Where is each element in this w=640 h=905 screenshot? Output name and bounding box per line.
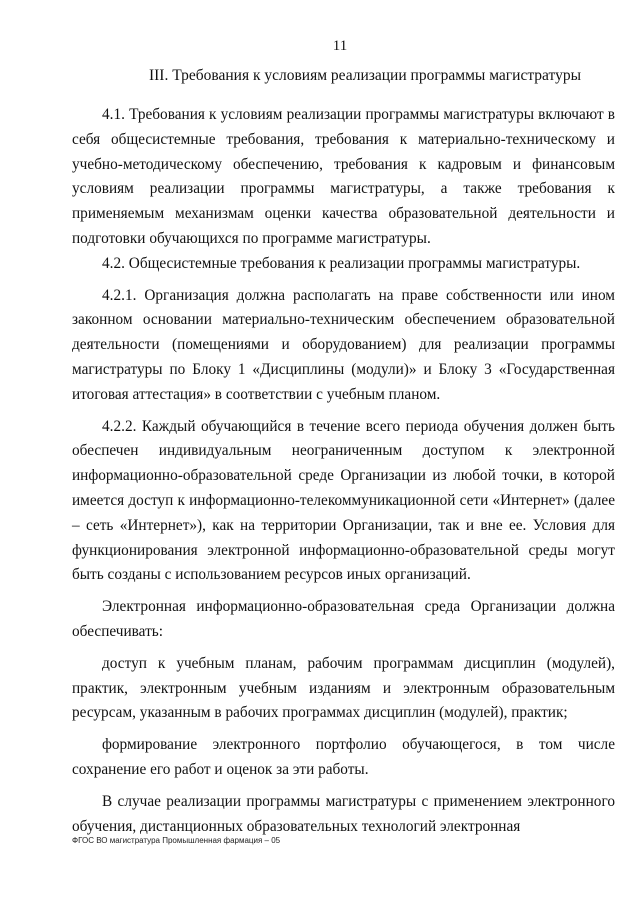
paragraph-4-2-2: 4.2.2. Каждый обучающийся в течение всего периода обучения должен быть обеспечен индивидуальным неограниченным доступом к электронной информационно-образовательной среде Организации из любой точки, в которой имеется доступ к информационно-телекоммуникационной сети «Интернет» (далее – сеть «Интернет»), как на территории Организации, так и вне ее. Условия для функционирования электронной информационно-образовательной среды могут быть созданы с использованием ресурсов иных организаций. — [72, 417, 615, 584]
paragraph-4-2-1: 4.2.1. Организация должна располагать на праве собственности или ином законном основании материально-техническим обеспечением образовательной деятельности (помещениями и оборудованием) для реализации программы магистратуры по Блоку 1 «Дисциплины (модули)» и Блоку 3 «Государственная итоговая аттестация» в соответствии с учебным планом. — [72, 286, 615, 403]
paragraph-4-2: 4.2. Общесистемные требования к реализации программы магистратуры. — [102, 254, 581, 272]
footer-note: ФГОС ВО магистратура Промышленная фармация – 05 — [72, 836, 281, 845]
document-body — [72, 103, 615, 839]
paragraph-portfolio-item: формирование электронного портфолио обучающегося, в том числе сохранение его работ и оценок за эти работы. — [72, 736, 615, 778]
paragraph-access-item: доступ к учебным планам, рабочим программам дисциплин (модулей), практик, электронным учебным изданиям и электронным образовательным ресурсам, указанным в рабочих программах дисциплин (модулей), практик; — [72, 654, 615, 722]
paragraph-e-learning: В случае реализации программы магистратуры с применением электронного обучения, дистанционных образовательных технологий электронная — [72, 792, 615, 835]
paragraph-eios-intro: Электронная информационно-образовательная среда Организации должна обеспечивать: — [72, 598, 615, 640]
section-title: III. Требования к условиям реализации программы магистратуры — [148, 67, 582, 84]
page-number: 11 — [332, 38, 348, 54]
paragraph-4-1: 4.1. Требования к условиям реализации программы магистратуры включают в себя общесистемные требования, требования к материально-техническому и учебно-методическому обеспечению, требования к кадровым и финансовым условиям реализации программы магистратуры, а также требования к применяемым механизмам оценки качества образовательной деятельности и подготовки обучающихся по программе магистратуры. — [72, 106, 615, 247]
